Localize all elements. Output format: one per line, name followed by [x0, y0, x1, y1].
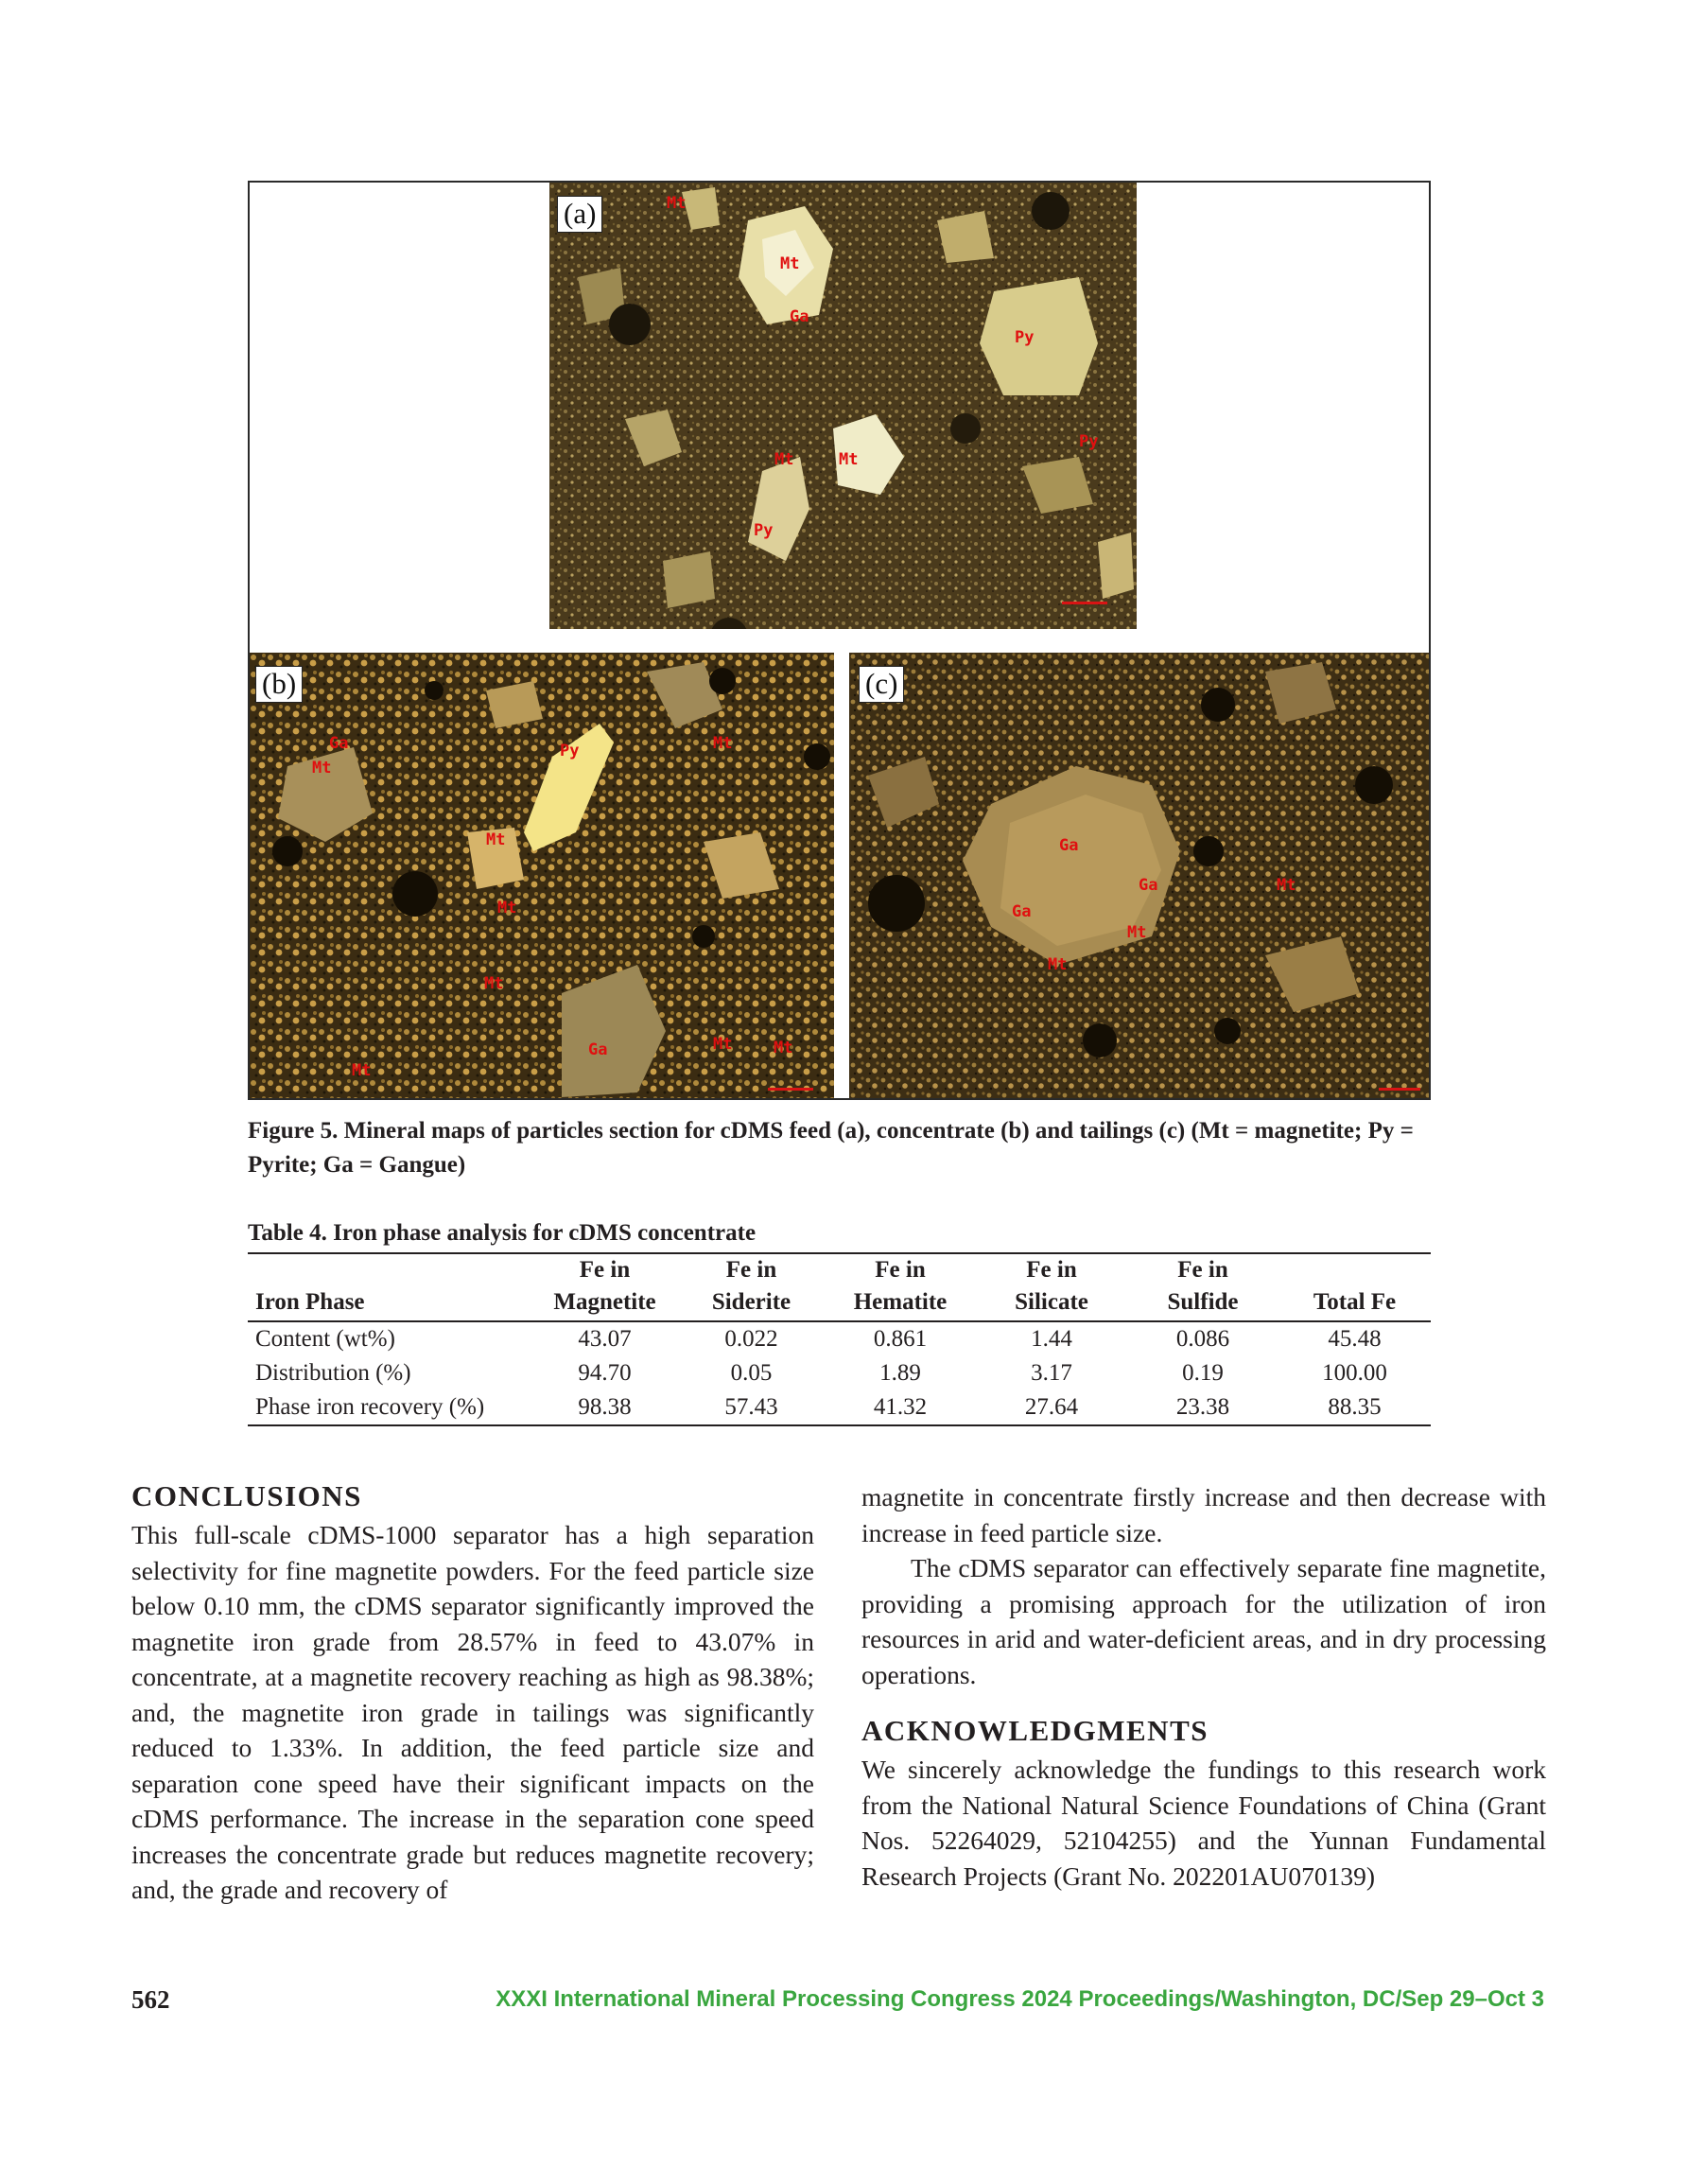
table-header: Hematite [825, 1286, 976, 1321]
table-cell: 0.19 [1182, 1360, 1224, 1386]
table-header: Siderite [678, 1286, 825, 1321]
table-cell: 23.38 [1127, 1390, 1278, 1425]
table-header: Total Fe [1278, 1286, 1431, 1321]
table-header: Fe in [976, 1253, 1127, 1286]
table-cell: 98.38 [531, 1390, 678, 1425]
conclusions-paragraph-continued: magnetite in concentrate firstly increase and then decrease with increase in feed particle size. [861, 1482, 1546, 1547]
table-cell: 57.43 [678, 1390, 825, 1425]
conclusions-paragraph-2: The cDMS separator can effectively separate fine magnetite, providing a promising approach for the utilization of iron resources in arid and water-deficient areas, and in dry processing operations. [861, 1553, 1546, 1689]
mineral-label: Mt [486, 830, 506, 849]
mineral-label: Ga [329, 734, 349, 753]
panel-label-c: (c) [859, 666, 904, 703]
mineral-label: Mt [667, 194, 687, 213]
micrograph-feed-image [549, 183, 1137, 629]
micrograph-tailings [849, 653, 1431, 1100]
table-cell: 1.44 [1031, 1326, 1072, 1352]
table-cell: 0.086 [1175, 1326, 1230, 1352]
table-header: Iron Phase [248, 1286, 531, 1321]
mineral-label: Mt [713, 1035, 733, 1054]
mineral-label: Ga [1139, 876, 1158, 895]
table-cell: 0.861 [873, 1326, 928, 1352]
table-caption: Table 4. Iron phase analysis for cDMS concentrate [248, 1220, 757, 1246]
page-number: 562 [131, 1985, 170, 2014]
micrograph-concentrate-image [250, 653, 834, 1100]
conclusions-paragraph: This full-scale cDMS-1000 separator has a high separation selectivity for fine magnetite powders. For the feed particle size below 0.10 mm, the cDMS separator significantly improved the magnetite iron grade from 28.57% in feed to 43.07% in concentrate, at a magnetite recovery reaching as high as 98.38%; and, the magnetite iron grade in tailings was significantly reduced to 1.33%. In addition, the feed particle size and separation cone speed have their significant impacts on the cDMS performance. The increase in the separation cone speed increases the concentrate grade but reduces magnetite recovery; and, the grade and recovery of [131, 1520, 814, 1904]
table-cell: 94.70 [578, 1360, 632, 1386]
mineral-label: Mt [352, 1061, 372, 1080]
panel-divider [834, 653, 849, 1100]
table-cell: 45.48 [1328, 1326, 1382, 1352]
table-header [248, 1253, 531, 1286]
table-cell: Content (wt%) [255, 1326, 395, 1352]
running-footer: XXXI International Mineral Processing Congress 2024 Proceedings/Washington, DC/Sep 29–Oct 3 [496, 1986, 1544, 2012]
mineral-label: Ga [1012, 902, 1032, 921]
scale-bar [1062, 602, 1107, 604]
table-cell: 0.05 [730, 1360, 773, 1386]
table-header: Fe in [531, 1253, 678, 1286]
table-cell: 100.00 [1322, 1360, 1387, 1386]
mineral-label: Mt [839, 450, 859, 469]
table-row [248, 1321, 1431, 1356]
table-header: Magnetite [531, 1286, 678, 1321]
mineral-label: Mt [484, 974, 504, 993]
table-header: Fe in [678, 1253, 825, 1286]
mineral-label: Py [754, 521, 774, 540]
mineral-label: Ga [790, 307, 809, 326]
table-cell: Phase iron recovery (%) [248, 1390, 531, 1425]
mineral-label: Mt [774, 1039, 793, 1057]
table-header: Fe in [1127, 1253, 1278, 1286]
panel-label-b: (b) [255, 666, 303, 703]
left-column [131, 1477, 814, 1908]
acknowledgments-text: We sincerely acknowledge the fundings to this research work from the National Natural Science Foundations of China (Grant Nos. 52264029, 52104255) and the Yunnan Fundamental Research Projects (Grant No. 202201AU070139) [861, 1755, 1546, 1891]
mineral-label: Mt [1048, 955, 1068, 974]
mineral-label: Mt [1277, 876, 1296, 895]
mineral-label: Ga [588, 1040, 608, 1059]
table-cell: 88.35 [1278, 1390, 1431, 1425]
micrograph-concentrate [250, 653, 834, 1100]
table-header-row-top [248, 1253, 1431, 1286]
table-row [248, 1356, 1431, 1390]
table-cell: 3.17 [1031, 1360, 1072, 1386]
table-cell: 0.022 [724, 1326, 778, 1352]
mineral-label: Py [560, 742, 580, 760]
table-cell: 27.64 [976, 1390, 1127, 1425]
table-cell: 43.07 [578, 1326, 632, 1352]
mineral-label: Mt [780, 254, 800, 273]
iron-phase-table [248, 1252, 1431, 1426]
scale-bar [1379, 1088, 1420, 1091]
panel-label-a: (a) [557, 196, 602, 233]
scale-bar [768, 1088, 813, 1091]
table-header: Sulfide [1127, 1286, 1278, 1321]
table-header: Fe in [825, 1253, 976, 1286]
figure-caption: Figure 5. Mineral maps of particles section for cDMS feed (a), concentrate (b) and tailings (c) (Mt = magnetite; Py = Pyrite; Ga = Gangue) [248, 1118, 1414, 1178]
acknowledgments-heading: ACKNOWLEDGMENTS [861, 1714, 1209, 1747]
mineral-label: Py [1015, 328, 1035, 347]
table-row [248, 1390, 1431, 1425]
micrograph-feed [549, 183, 1137, 629]
mineral-label: Py [1079, 432, 1099, 451]
table-cell: 41.32 [825, 1390, 976, 1425]
figure-5 [248, 181, 1431, 1100]
table-header [1278, 1253, 1431, 1286]
mineral-label: Mt [774, 450, 794, 469]
conclusions-heading: CONCLUSIONS [131, 1479, 362, 1512]
table-cell: 1.89 [879, 1360, 921, 1386]
mineral-label: Ga [1059, 836, 1079, 855]
right-column [861, 1479, 1546, 1894]
table-cell: Distribution (%) [255, 1360, 411, 1386]
mineral-label: Mt [713, 734, 733, 753]
section-gap [861, 1692, 1546, 1712]
table-header: Silicate [976, 1286, 1127, 1321]
mineral-label: Mt [1127, 923, 1147, 942]
mineral-label: Mt [497, 899, 517, 917]
mineral-label: Mt [312, 759, 332, 778]
table-header-row-bottom [248, 1286, 1431, 1321]
